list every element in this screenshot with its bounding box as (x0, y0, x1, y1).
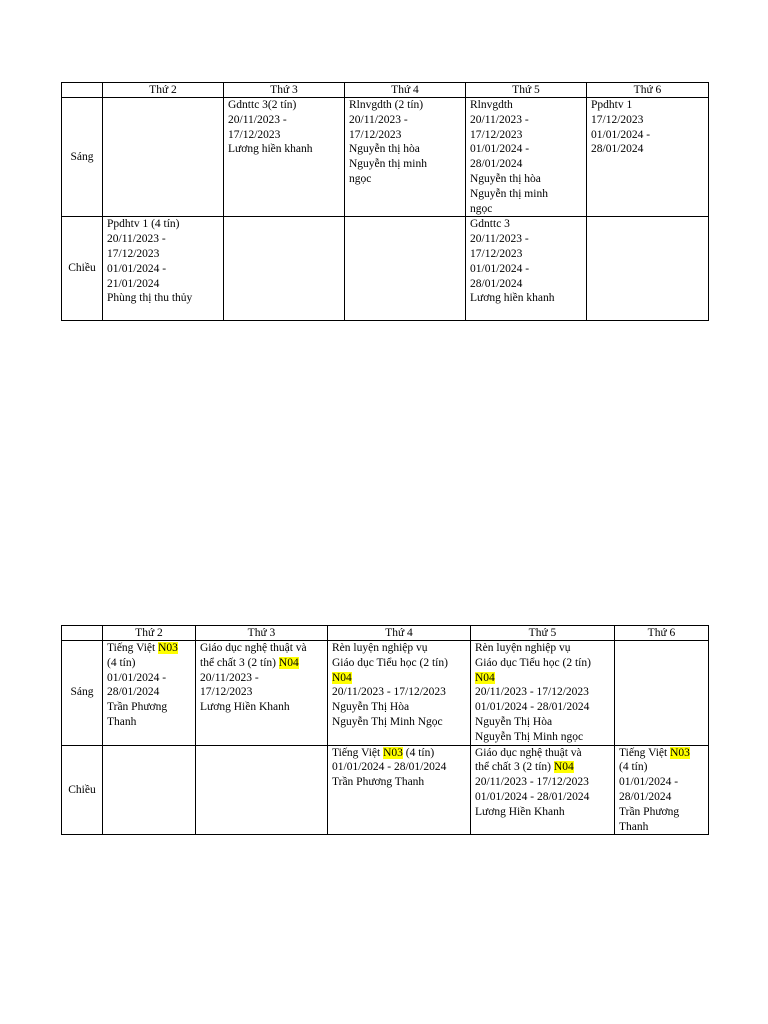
cell-sang-thu-5 (471, 641, 615, 746)
cell-line (619, 775, 704, 790)
cell-text: Nguyễn Thị Hòa (332, 701, 410, 714)
cell-text: Nguyễn Thị Minh Ngọc (332, 715, 443, 728)
cell-line: 20/11/2023 - (470, 233, 529, 246)
cell-text: 01/01/2024 - (619, 776, 679, 789)
group-code-highlight: N04 (475, 671, 495, 684)
header-row (62, 83, 709, 98)
cell-text: Rèn luyện nghiệp vụ (332, 642, 428, 654)
cell-chieu-thu-3 (224, 217, 345, 321)
cell-text: Tiếng Việt (107, 642, 159, 654)
cell-text: 01/01/2024 - 28/01/2024 (475, 790, 590, 803)
cell-text: 28/01/2024 (619, 790, 672, 803)
cell-line: 17/12/2023 (228, 128, 281, 141)
cell-line (619, 760, 704, 775)
cell-text: Rèn luyện nghiệp vụ (475, 642, 571, 654)
cell-line (332, 641, 466, 656)
group-code-highlight: N03 (158, 642, 178, 654)
cell-text: 17/12/2023 (200, 686, 253, 699)
cell-sang-thu-5 (466, 98, 587, 217)
cell-line: Nguyễn thị minh (349, 158, 427, 171)
cell-text: 20/11/2023 - 17/12/2023 (332, 686, 446, 699)
header-thu-2: Thứ 2 (103, 626, 196, 641)
cell-line (107, 656, 191, 671)
cell-chieu-thu-6 (615, 745, 709, 835)
cell-line (107, 671, 191, 686)
group-code-highlight: N04 (332, 671, 352, 684)
cell-line (619, 805, 704, 820)
row-label-sang: Sáng (62, 641, 103, 746)
cell-line: 20/11/2023 - (470, 113, 529, 126)
cell-text: 20/11/2023 - 17/12/2023 (475, 686, 589, 699)
cell-sang-thu-3 (224, 98, 345, 217)
cell-text: Thanh (619, 820, 649, 833)
cell-line (475, 730, 610, 745)
cell-text: Tiếng Việt (619, 746, 671, 759)
cell-text: Giáo dục nghệ thuật và (475, 746, 582, 759)
cell-sang-thu-2 (103, 98, 224, 217)
cell-line: 28/01/2024 (470, 158, 523, 171)
cell-sang-thu-2 (103, 641, 196, 746)
cell-text: Giáo dục Tiểu học (2 tín) (475, 656, 591, 669)
header-thu-3: Thứ 3 (196, 626, 328, 641)
cell-text: 01/01/2024 - (107, 671, 167, 684)
cell-line: 17/12/2023 (107, 247, 160, 260)
cell-line (332, 671, 466, 686)
cell-line: 20/11/2023 - (107, 233, 166, 246)
cell-line: Lương hiền khanh (228, 143, 313, 156)
cell-text: 01/01/2024 - 28/01/2024 (332, 761, 447, 774)
cell-line (200, 685, 323, 700)
cell-chieu-thu-5 (466, 217, 587, 321)
cell-line: 20/11/2023 - (349, 113, 408, 126)
cell-line: Nguyễn thị minh (470, 187, 548, 200)
header-thu-3: Thứ 3 (224, 83, 345, 98)
cell-text: Lương Hiền Khanh (475, 805, 565, 818)
row-sang (62, 641, 709, 746)
cell-text: thể chất 3 (2 tín) (475, 761, 554, 774)
cell-line (475, 641, 610, 656)
cell-line (475, 790, 610, 805)
cell-line: 01/01/2024 - (470, 262, 530, 275)
cell-line (107, 715, 191, 730)
cell-line: 28/01/2024 (470, 277, 523, 290)
cell-line: ngọc (349, 172, 372, 185)
cell-text: 28/01/2024 (107, 686, 160, 699)
cell-line: Phùng thị thu thủy (107, 292, 193, 305)
cell-line: Ppdhtv 1 (591, 99, 633, 111)
cell-line: Nguyễn thị hòa (349, 143, 420, 156)
cell-line (475, 715, 610, 730)
cell-line (475, 775, 610, 790)
cell-line (475, 685, 610, 700)
cell-line: 01/01/2024 - (470, 143, 530, 156)
cell-sang-thu-6 (615, 641, 709, 746)
cell-line (107, 685, 191, 700)
cell-line: 17/12/2023 (470, 247, 523, 260)
header-thu-6: Thứ 6 (615, 626, 709, 641)
cell-text: 20/11/2023 - (200, 671, 259, 684)
cell-line: Rlnvgdth (470, 99, 513, 111)
group-code-highlight: N04 (553, 761, 574, 774)
cell-text: Nguyễn Thị Minh ngọc (475, 730, 584, 743)
schedule-table-1 (61, 82, 709, 321)
group-code-highlight: N04 (278, 656, 299, 669)
cell-line: 17/12/2023 (470, 128, 523, 141)
cell-text: (4 tín) (402, 746, 435, 759)
row-chieu (62, 217, 709, 321)
cell-text: Trần Phương (619, 805, 680, 818)
cell-line (332, 715, 466, 730)
cell-text: 20/11/2023 - 17/12/2023 (475, 776, 589, 789)
cell-line (332, 746, 466, 761)
cell-chieu-thu-2 (103, 745, 196, 835)
cell-line: 20/11/2023 - (228, 113, 287, 126)
cell-chieu-thu-4 (345, 217, 466, 321)
cell-line: 21/01/2024 (107, 277, 160, 290)
row-sang (62, 98, 709, 217)
cell-line (332, 685, 466, 700)
cell-line (332, 775, 466, 790)
cell-line: 17/12/2023 (349, 128, 402, 141)
cell-line: Gdnttc 3 (470, 218, 510, 231)
cell-line (619, 790, 704, 805)
row-label-chieu: Chiều (62, 745, 103, 835)
cell-line (332, 700, 466, 715)
cell-line (475, 671, 610, 686)
cell-line (200, 656, 323, 671)
header-thu-6: Thứ 6 (587, 83, 709, 98)
cell-line (200, 641, 323, 656)
cell-text: Nguyễn Thị Hòa (475, 715, 553, 728)
cell-line: Rlnvgdth (2 tín) (349, 99, 424, 111)
group-code-highlight: N03 (383, 746, 403, 759)
cell-line (619, 746, 704, 761)
cell-text: Lương Hiền Khanh (200, 701, 290, 714)
cell-chieu-thu-4 (328, 745, 471, 835)
header-thu-2: Thứ 2 (103, 83, 224, 98)
cell-text: Trần Phương Thanh (332, 776, 425, 789)
cell-line: Lương hiền khanh (470, 292, 555, 305)
cell-line (475, 805, 610, 820)
cell-line: 17/12/2023 (591, 113, 644, 126)
cell-sang-thu-3 (196, 641, 328, 746)
cell-line (332, 760, 466, 775)
cell-line: ngọc (470, 202, 493, 215)
cell-line (475, 656, 610, 671)
cell-line (475, 760, 610, 775)
cell-chieu-thu-3 (196, 745, 328, 835)
cell-text: Tiếng Việt (332, 746, 384, 759)
cell-text: (4 tín) (619, 761, 648, 774)
row-label-sang: Sáng (62, 98, 103, 217)
cell-line (475, 746, 610, 761)
cell-line: Gdnttc 3(2 tín) (228, 99, 297, 111)
header-corner (62, 83, 103, 98)
header-thu-5: Thứ 5 (471, 626, 615, 641)
cell-line (107, 700, 191, 715)
row-chieu (62, 745, 709, 835)
cell-line: 01/01/2024 - (107, 262, 167, 275)
header-thu-4: Thứ 4 (345, 83, 466, 98)
cell-line (107, 641, 191, 656)
cell-line (332, 656, 466, 671)
schedule-table-2 (61, 625, 709, 835)
header-thu-5: Thứ 5 (466, 83, 587, 98)
cell-line (475, 700, 610, 715)
cell-line: Ppdhtv 1 (4 tín) (107, 218, 180, 231)
cell-line: 01/01/2024 - (591, 128, 651, 141)
cell-line: 28/01/2024 (591, 143, 644, 156)
cell-text: thể chất 3 (2 tín) (200, 656, 279, 669)
cell-line: Nguyễn thị hòa (470, 172, 541, 185)
cell-chieu-thu-2 (103, 217, 224, 321)
group-code-highlight: N03 (670, 746, 690, 759)
cell-sang-thu-6 (587, 98, 709, 217)
cell-text: (4 tín) (107, 656, 136, 669)
header-row (62, 626, 709, 641)
cell-chieu-thu-5 (471, 745, 615, 835)
cell-chieu-thu-6 (587, 217, 709, 321)
header-corner (62, 626, 103, 641)
cell-sang-thu-4 (328, 641, 471, 746)
row-label-chieu: Chiều (62, 217, 103, 321)
cell-text: Giáo dục Tiểu học (2 tín) (332, 656, 448, 669)
header-thu-4: Thứ 4 (328, 626, 471, 641)
cell-text: 01/01/2024 - 28/01/2024 (475, 701, 590, 714)
cell-text: Trần Phương (107, 701, 168, 714)
cell-line (619, 820, 704, 835)
cell-sang-thu-4 (345, 98, 466, 217)
cell-line (200, 700, 323, 715)
cell-text: Thanh (107, 715, 137, 728)
cell-text: Giáo dục nghệ thuật và (200, 642, 307, 654)
cell-line (200, 671, 323, 686)
